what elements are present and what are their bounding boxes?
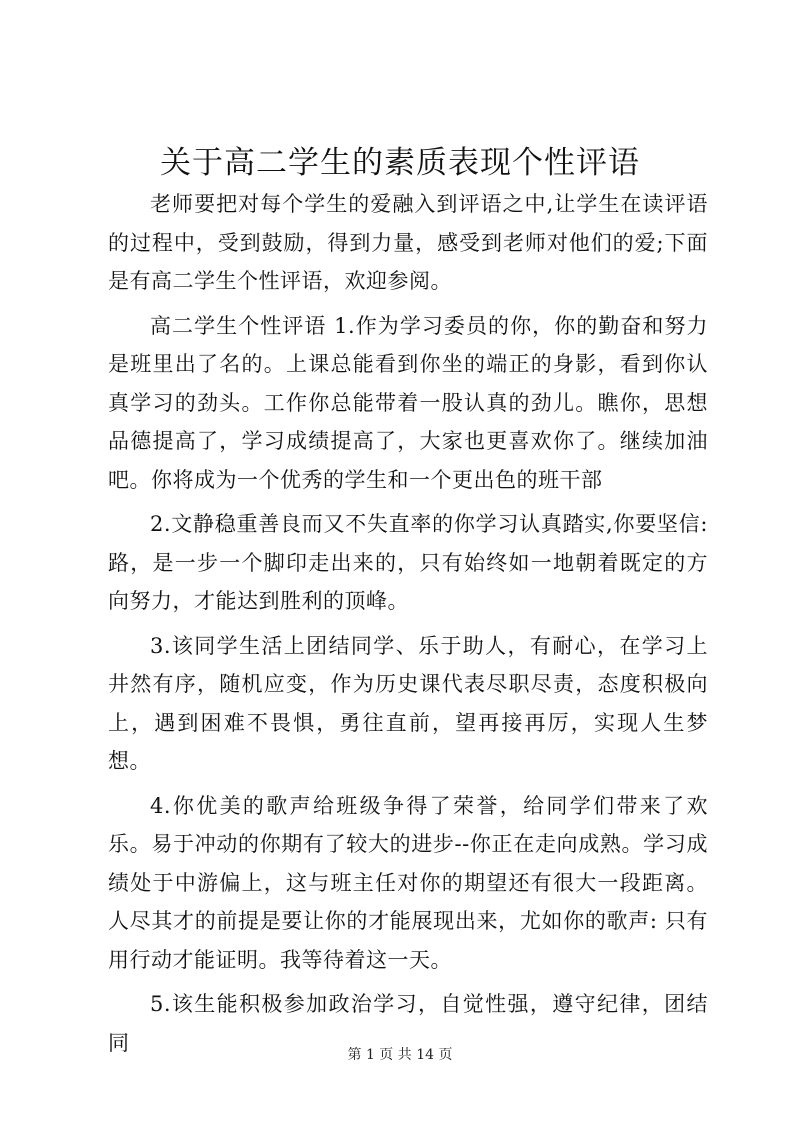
paragraph-comment-1: 高二学生个性评语 1.作为学习委员的你，你的勤奋和努力是班里出了名的。上课总能看到你坐的端正的身影，看到你认真学习的劲头。工作你总能带着一股认真的劲儿。瞧你，思想品德提高了，学习成绩提高了，大家也更喜欢你了。继续加油吧。你将成为一个优秀的学生和一个更出色的班干部 [108,313,708,492]
paragraph-intro: 老师要把对每个学生的爱融入到评语之中,让学生在读评语的过程中，受到鼓励，得到力量，感受到老师对他们的爱;下面是有高二学生个性评语，欢迎参阅。 [108,192,708,293]
page-footer: 第 1 页 共 14 页 [347,1047,453,1063]
paragraph-comment-4: 4.你优美的歌声给班级争得了荣誉，给同学们带来了欢乐。易于冲动的你期有了较大的进步--你正在走向成熟。学习成绩处于中游偏上，这与班主任对你的期望还有很大一段距离。人尽其才的前提是要让你的才能展现出来，尤如你的歌声: 只有用行动才能证明。我等待着这一天。 [108,793,708,972]
document-body [108,185,708,1068]
paragraph-comment-5: 5.该生能积极参加政治学习，自觉性强，遵守纪律，团结同 [108,992,708,1055]
paragraph-comment-2: 2.文静稳重善良而又不失直率的你学习认真踏实,你要坚信:路，是一步一个脚印走出来的，只有始终如一地朝着既定的方向努力，才能达到胜利的顶峰。 [108,512,708,613]
document-title: 关于高二学生的素质表现个性评语 [160,145,640,181]
paragraph-comment-3: 3.该同学生活上团结同学、乐于助人，有耐心，在学习上井然有序，随机应变，作为历史课代表尽职尽责，态度积极向上，遇到困难不畏惧，勇往直前，望再接再厉，实现人生梦想。 [108,633,708,773]
